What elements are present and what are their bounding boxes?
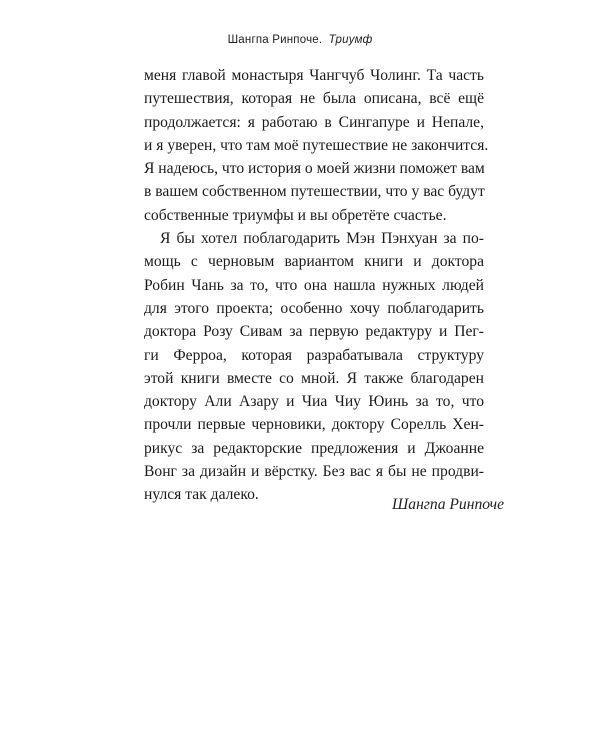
text-line: Я надеюсь, что история о моей жизни поможет вам [144,160,485,178]
text-line: путешествия, которая не была описана, всё ещё [144,90,484,108]
text-line: ги Ферроа, которая разрабатывала структуру [144,346,484,364]
text-line: рикус за редакторские предложения и Джоанне [144,439,484,457]
signature: Шангпа Ринпоче [392,496,504,513]
text-line: продолжается: я работаю в Сингапуре и Непале, [144,113,484,131]
text-line: и я уверен, что там моё путешествие не закончится. [144,136,489,154]
text-line: доктора Розу Сивам за первую редактуру и Пег- [144,323,484,341]
text-line: в вашем собственном путешествии, что у вас будут [144,183,485,201]
text-line: меня главой монастыря Чангчуб Чолинг. Та часть [144,67,484,84]
header-author: Шангпа Ринпоче. [227,34,323,46]
paragraph-2 [144,227,484,507]
body-text [144,64,489,507]
running-header [0,34,600,46]
text-line: доктору Али Азару и Чиа Чиу Юинь за то, что [144,393,484,411]
text-line: этой книги вместе со мной. Я также благодарен [144,369,484,387]
paragraph-1 [144,64,489,227]
text-line: собственные триумфы и вы обретёте счастье. [144,206,447,224]
text-line: Вонг за дизайн и вёрстку. Без вас я бы не продви- [144,463,484,481]
text-line: Робин Чань за то, что она нашла нужных людей [144,276,484,294]
text-line: нулся так далеко. [144,486,259,504]
text-line: Я бы хотел поблагодарить Мэн Пэнхуан за по- [160,230,484,248]
text-line: для этого проекта; особенно хочу поблагодарить [144,299,484,317]
text-line: мощь с черновым вариантом книги и доктора [144,253,484,271]
text-line: прочли первые черновики, доктору Сорелль Хен- [144,416,484,434]
header-title: Триумф [328,34,373,46]
